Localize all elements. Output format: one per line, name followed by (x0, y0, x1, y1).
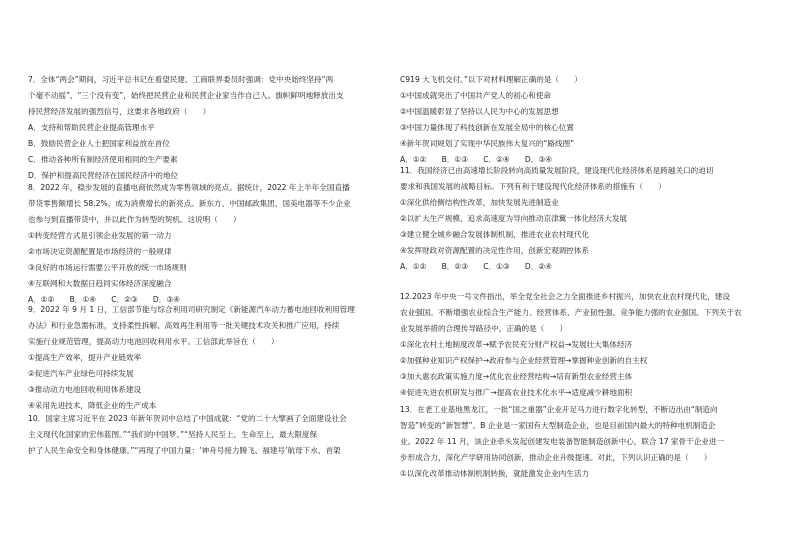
answer-option: ④采用先进技术，降低企业的生产成本 (28, 401, 157, 410)
answer-option: ④互联网和大数据日趋同实体经济深度融合 (28, 279, 172, 288)
question-stem-line: 7．全体“两会”期间，习近平总书记在看望民建、工商联界委员时强调：党中央始终坚持“两 (28, 75, 334, 84)
answer-option: ③建立健全城乡融合发展体制机制，推进农业农村现代化 (400, 230, 590, 239)
answer-option: ①转变经营方式是引领企业发展的第一动力 (28, 231, 172, 240)
question-stem-line: 实施行业规范管理，提高动力电池回收利用水平。工信部此举旨在（ ） (28, 337, 279, 346)
answer-option: D．保护和提高民营经济在国民经济中的地位 (28, 171, 179, 180)
answer-option: ④新年贺词规划了实现中华民族伟大复兴的“路线图” (400, 139, 575, 148)
answer-option: C．推动各种所有制经济使用相同的生产要素 (28, 155, 178, 164)
question-stem-line: 主义现代化国家的宏伟蓝图。”“我们的中国梦。”“坚持人民至上，生命至上，最大限度保 (28, 430, 318, 439)
question-stem-line: 10．国家主席习近平在 2023 年新年贺词中总结了中国成就：“党的二十大擘画了全面建设社会 (28, 414, 347, 423)
answer-option: ②市场决定资源配置是市场经济的一般规律 (28, 247, 172, 256)
answer-option: ③良好的市场运行需要公平开放的统一市场规则 (28, 263, 187, 272)
answer-option: ②加强种业知识产权保护→政府参与企业经营管理→掌握种业创新的自主权 (400, 356, 648, 365)
answer-option: A．①② B．①④ C．②③ D．③④ (28, 295, 180, 304)
answer-option: ②中国温暖彰显了坚持以人民为中心的发展思想 (400, 107, 559, 116)
question-stem-line: 业发展举措的合理传导路径中，正确的是（ ） (400, 324, 568, 333)
answer-option: ①中国成就突出了中国共产党人的初心和使命 (400, 91, 552, 100)
question-stem-line: 护了人民生命安全和身体健康。”“再现了中国力量：‘神舟号接力腾飞、福建号’航母下水、首架 (28, 446, 341, 455)
answer-option: A．①② B．②③ C．①③ D．②④ (400, 262, 552, 271)
question-stem-line: 带货零售额增长 58.2%，成为消费增长的新亮点。新东方、中国邮政集团、国美电器等不少企业 (28, 199, 351, 208)
answer-option: ②促进汽车产业绿色可持续发展 (28, 369, 134, 378)
question-stem-line: 11．我国经济已由高速增长阶段转向高质量发展阶段，建设现代化经济体系是跨越关口的迫切 (400, 166, 714, 175)
question-stem-line: 智造”转变的“新智慧”。B 企业是一家国有大型制造企业，也是目前国内最大的特种电机制造企 (400, 421, 716, 430)
question-stem-line: 13．在老工业基地黑龙江，一批“国之重器”企业开足马力进行数字化转型，不断迈出由“制造向 (400, 405, 718, 414)
answer-option: ①提高生产效率，提升产业链效率 (28, 353, 142, 362)
answer-option: ①深化供给侧结构性改革，加快发展先进制造业 (400, 198, 559, 207)
question-stem-line: 8．2022 年，稳步发展的直播电商依然成为零售领域的亮点。据统计，2022 年上半年全国直播 (28, 183, 350, 192)
answer-option: B．鼓励民营企业人士把国家利益放在首位 (28, 139, 170, 148)
answer-option: ②以扩大生产规模、追求高速度为导向推动京津冀一体化经济大发展 (400, 214, 628, 223)
question-stem-line: 持民营经济发展的强烈信号，这要求各地政府（ ） (28, 107, 211, 116)
answer-option: ①深化农村土地制度改革→赋予农民充分财产权益→发展壮大集体经济 (400, 340, 633, 349)
question-stem-line: 9．2022 年 9 月 1 日，工信部节能与综合利用司研究制定《新能源汽车动力蓄电池回收利用管理 (28, 305, 355, 314)
answer-option: ③推动动力电池回收利用体系建设 (28, 385, 142, 394)
question-stem-line: 也参与到直播带货中，并以此作为转型的契机。这说明（ ） (28, 215, 241, 224)
answer-option: ④发挥财政对资源配置的决定性作用，创新宏观调控体系 (400, 246, 590, 255)
answer-option: ③加大惠农政策实施力度→优化农业经营结构→培育新型农业经营主体 (400, 372, 633, 381)
answer-option: ①以深化改革推动体制机制转换，就能激发企业内生活力 (400, 469, 590, 478)
answer-option: ④促进先进农机研发与推广→提高农业技术化水平→适度减少耕地面积 (400, 388, 633, 397)
question-stem-line: 要求和我国发展的战略目标。下列有利于建设现代化经济体系的措施有（ ） (400, 182, 666, 191)
question-stem-line: 农业强国。不断增强农业综合生产能力、经营体系、产业韧性强、竞争能力强的农业强国。下列关于农 (400, 308, 742, 317)
question-stem-line: C919 大飞机交付。”以下对材料理解正确的是（ ） (400, 75, 582, 84)
question-stem-line: 12.2023 年中央一号文件指出，举全党全社会之力全面推进乡村振兴，加快农业农村现代化，建设 (400, 292, 730, 301)
question-stem-line: 办法》和行业急需标准，支持柔性拆解、高效再生利用等一批关键技术攻关和推广应用，持续 (28, 321, 340, 330)
question-stem-line: 业。2022 年 11 月，该企业牵头发起创建发电装备智能制造创新中心，联合 17 家骨干企业进一 (400, 437, 725, 446)
answer-option: ③中国力量体现了科技创新在发展全局中的核心位置 (400, 123, 574, 132)
answer-option: A．支持和帮助民营企业提高管理水平 (28, 123, 155, 132)
question-stem-line: 步形成合力，深化产学研用协同创新，推动企业升级提速。对此，下列认识正确的是（ ） (400, 453, 712, 462)
answer-option: A．①② B．①③ C．②④ D．③④ (400, 155, 552, 164)
question-stem-line: 个毫不动摇”、“三个没有变”，始终把民营企业和民营企业家当作自己人。旗帜鲜明地释放出支 (28, 91, 344, 100)
